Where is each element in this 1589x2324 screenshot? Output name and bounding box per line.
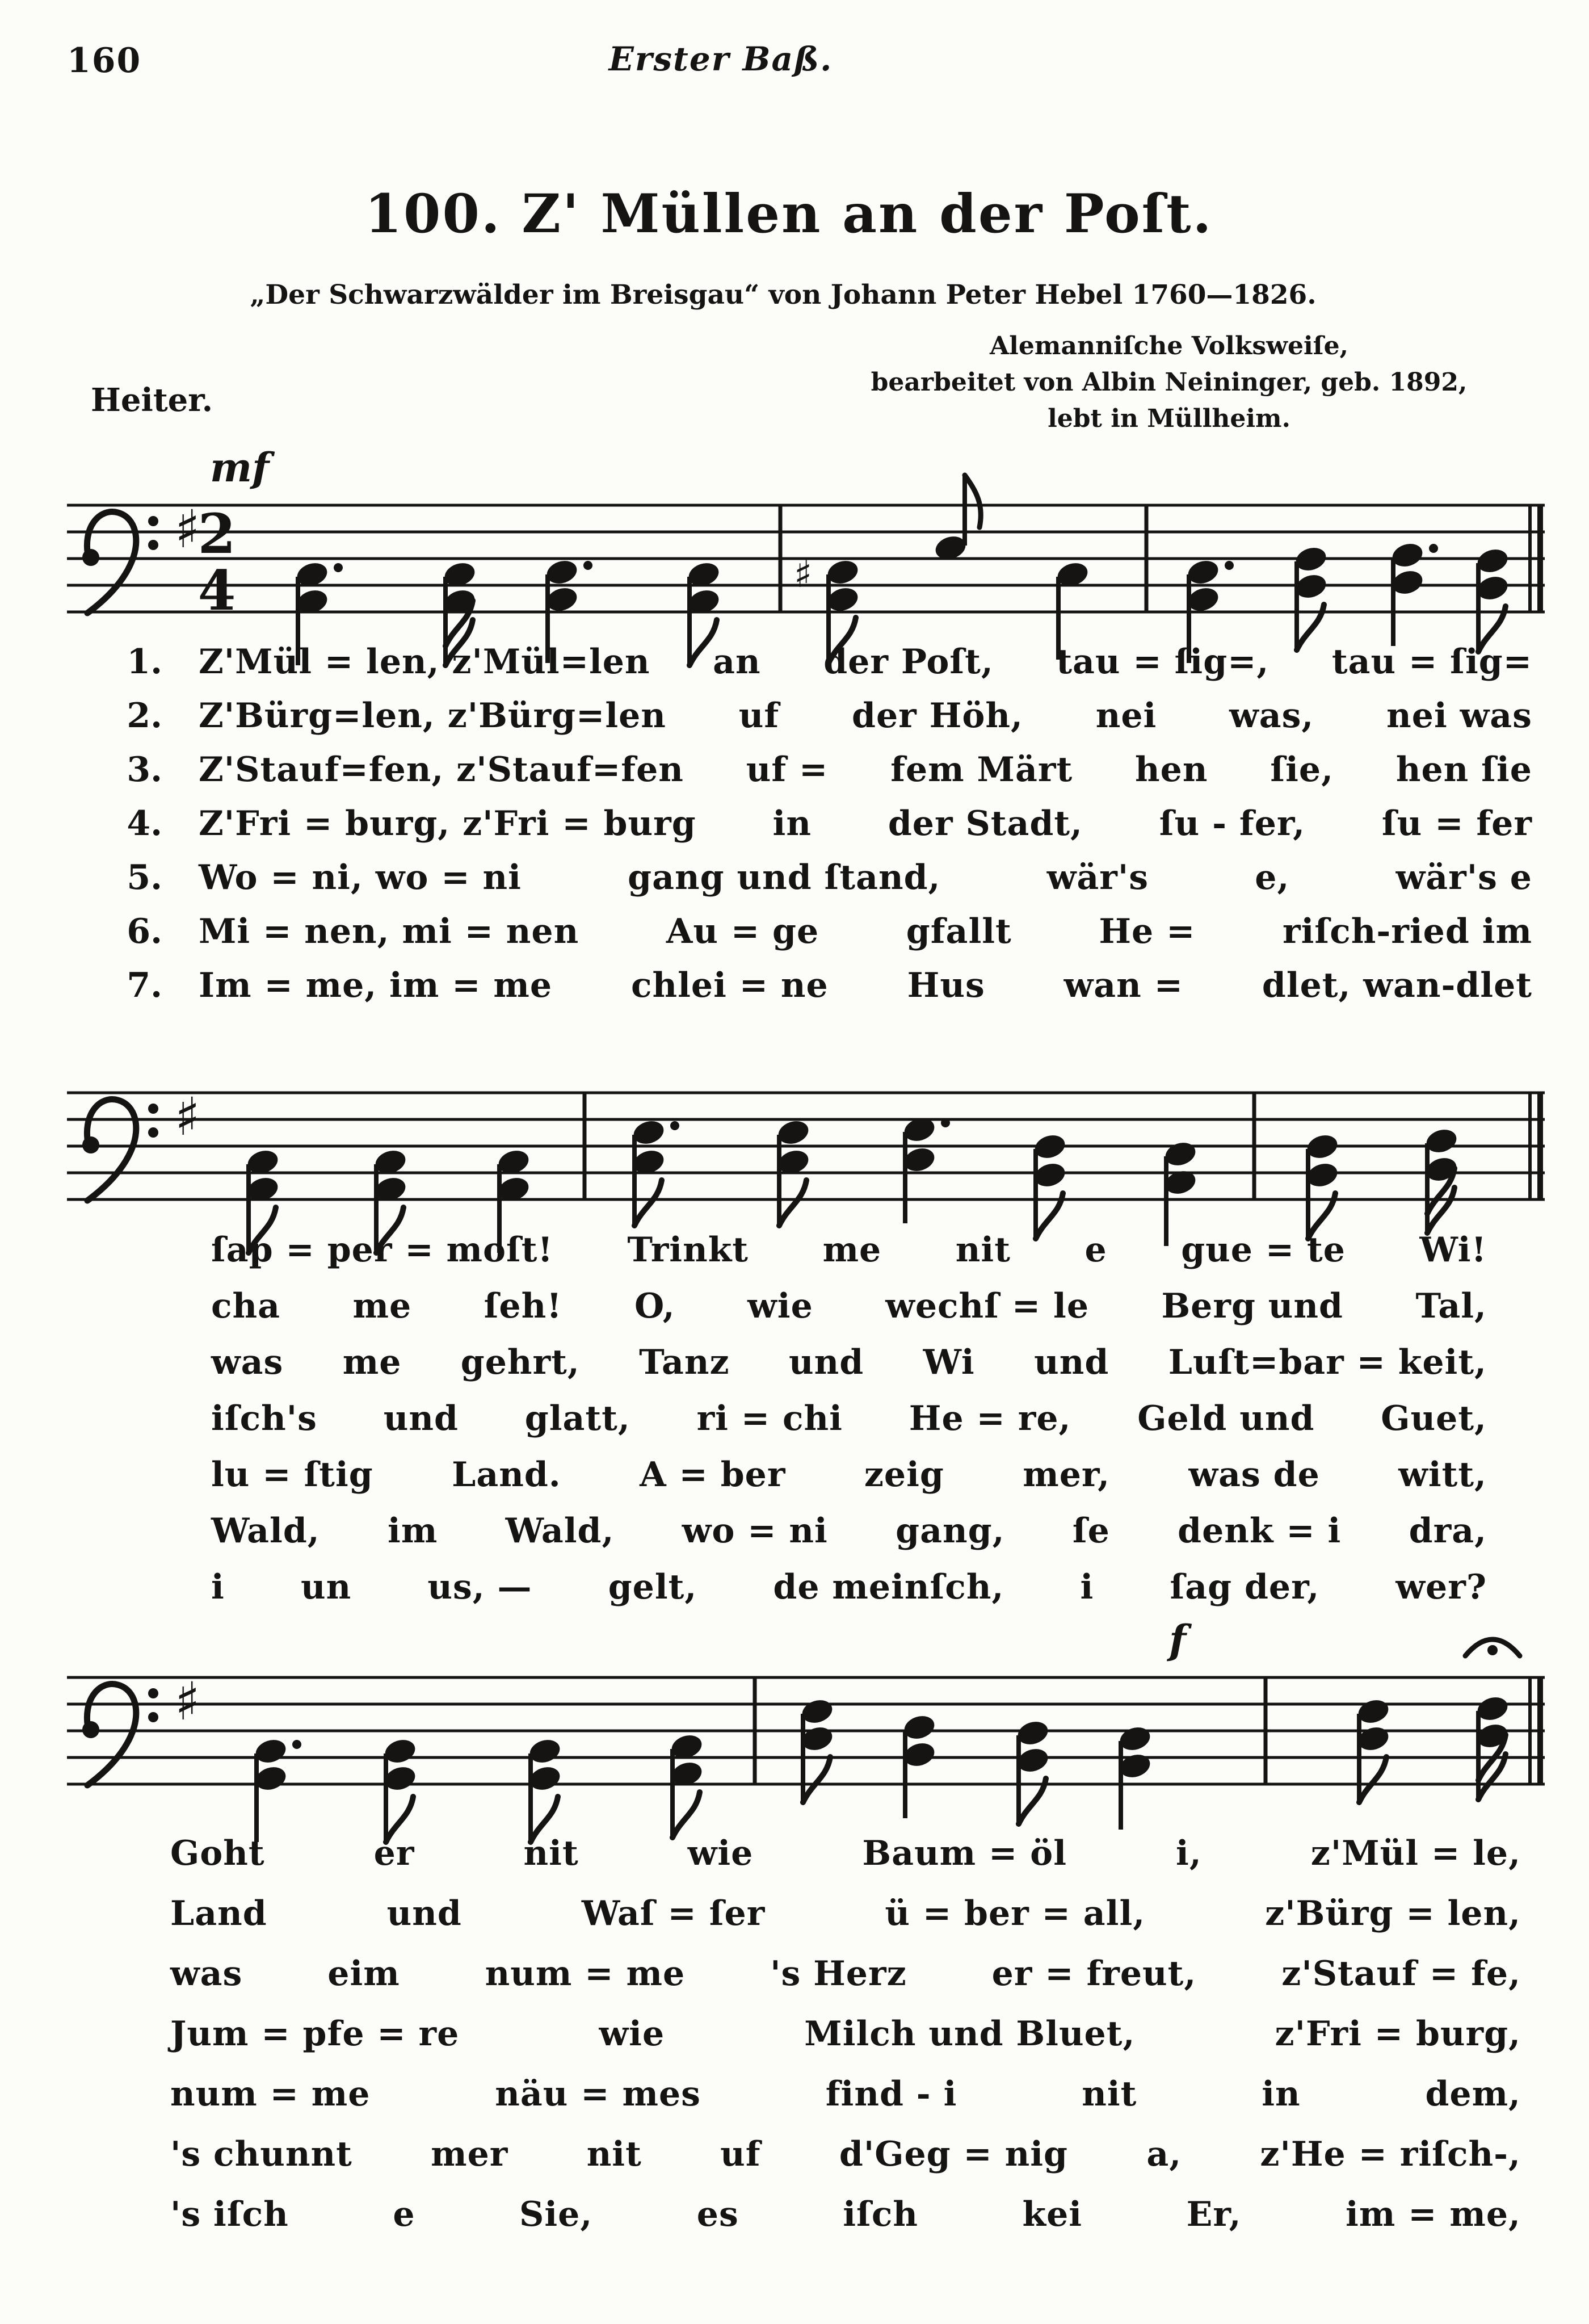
lyric-segment: wechſ = le [885, 1286, 1090, 1326]
arranger-credit [840, 328, 1498, 437]
lyric-segment: er [373, 1834, 415, 1873]
lyric-segment: us, — [427, 1567, 532, 1607]
bass-clef-icon [82, 1100, 158, 1201]
note-event [1117, 1724, 1153, 1830]
lyric-segment: Trinkt [627, 1230, 749, 1270]
key-signature-sharp-icon: ♯ [175, 1086, 200, 1147]
verse-line [68, 850, 1532, 904]
lyric-segment: wie [687, 1834, 754, 1873]
lyric-segment: mer [431, 2134, 508, 2174]
verse-line [68, 742, 1532, 796]
lyric-segment: wie [599, 2014, 665, 2054]
note-event [1423, 1126, 1459, 1233]
lyric-segment: uf [720, 2134, 761, 2174]
dynamic-marking: mf [210, 448, 270, 491]
verse-line [68, 904, 1532, 958]
lyric-segment: denk = i [1178, 1511, 1342, 1551]
lyric-segment: eim [327, 1954, 400, 1994]
verse-line [170, 1883, 1521, 1944]
verse-line [211, 1559, 1487, 1615]
lyric-segment: uf = [746, 749, 829, 790]
lyric-segment: ri = chi [696, 1398, 843, 1438]
verse-line [211, 1222, 1487, 1278]
lyric-segments [199, 642, 1532, 682]
verse-line [170, 1944, 1521, 2004]
lyric-segment: an [713, 641, 761, 682]
note-event [901, 1713, 937, 1818]
lyric-segment: im = me, [1346, 2195, 1521, 2234]
lyric-segment: nei was [1386, 695, 1532, 736]
lyric-segment: Luſt=bar = keit, [1168, 1342, 1487, 1382]
lyric-segment: er = freut, [991, 1954, 1197, 1994]
lyric-segment: un [300, 1567, 352, 1607]
note-event [1389, 540, 1438, 646]
lyric-segment: Land. [452, 1454, 561, 1495]
lyric-segment: Z'Mül = len, z'Mül=len [199, 641, 650, 682]
verse-line [170, 1823, 1521, 1883]
lyric-segments [170, 1834, 1521, 1873]
lyric-segment: me [342, 1342, 402, 1382]
lyric-segment: wer? [1395, 1567, 1487, 1607]
lyric-segment: wär's e [1395, 857, 1532, 897]
lyric-segment: und [1034, 1342, 1109, 1382]
lyric-segment: num = me [170, 2074, 371, 2114]
lyric-segment: tau = ſig= [1331, 641, 1532, 682]
lyric-segment: Geld und [1137, 1398, 1315, 1438]
lyric-segment: was, [1229, 695, 1314, 736]
lyric-segment: Wo = ni, wo = ni [199, 857, 522, 897]
lyric-segment: wie [747, 1286, 813, 1326]
running-header: Erster Baß. [608, 40, 833, 78]
lyric-segment: Jum = pfe = re [170, 2014, 460, 2054]
lyric-segment: Tanz [639, 1342, 730, 1382]
staff-lines [67, 1677, 1545, 1784]
verse-number: 2. [127, 695, 162, 736]
lyric-segments [170, 2014, 1521, 2054]
lyric-segments [170, 2195, 1521, 2234]
lyric-segment: wan = [1063, 965, 1183, 1005]
lyric-segment: O, [634, 1286, 675, 1326]
verse-line [170, 2184, 1521, 2245]
verse-line [211, 1446, 1487, 1503]
lyric-segment: z'Mül = le, [1310, 1834, 1521, 1873]
lyric-segment: Im = me, im = me [199, 965, 553, 1005]
lyric-segment: tau = ſig=, [1056, 641, 1269, 682]
verse-block-1 [68, 635, 1532, 1012]
lyric-segments [199, 966, 1532, 1005]
lyric-segment: i, [1176, 1834, 1202, 1873]
lyric-segment: nit [1082, 2074, 1137, 2114]
lyric-segment: und [386, 1894, 462, 1933]
lyric-segment: iſch [843, 2195, 919, 2234]
lyric-segment: ſe [1072, 1511, 1110, 1551]
lyric-segment: de meinſch, [773, 1567, 1004, 1607]
lyric-segment: kei [1022, 2195, 1083, 2234]
lyric-segment: me [822, 1230, 882, 1270]
lyric-segment: e [1084, 1230, 1107, 1270]
verse-line [170, 2064, 1521, 2124]
page-number: 160 [67, 41, 142, 81]
lyric-segment: nit [586, 2134, 642, 2174]
lyric-segment: gang, [896, 1511, 1005, 1551]
lyric-segment: gelt, [608, 1567, 697, 1607]
note-event [1015, 1718, 1050, 1824]
lyric-segments [211, 1455, 1487, 1495]
verse-line [211, 1278, 1487, 1334]
lyric-segment: z'Bürg = len, [1265, 1894, 1521, 1933]
lyric-segment: in [1262, 2074, 1301, 2114]
note-event [932, 475, 981, 563]
time-signature-numerator: 2 [197, 502, 236, 566]
lyric-segment: Z'Stauf=fen, z'Stauf=fen [199, 749, 684, 790]
lyric-segment: hen ſie [1395, 749, 1532, 790]
lyric-segments [199, 696, 1532, 736]
verse-number: 3. [127, 749, 162, 790]
lyric-segments [170, 2134, 1521, 2174]
lyric-segment: Z'Fri = burg, z'Fri = burg [199, 803, 696, 844]
lyric-segment: d'Geg = nig [839, 2134, 1068, 2174]
lyric-segment: e [393, 2195, 415, 2234]
verse-line [211, 1334, 1487, 1390]
lyric-segment: Z'Bürg=len, z'Bürg=len [199, 695, 666, 736]
verse-block-2 [211, 1222, 1487, 1615]
lyric-segment: Guet, [1381, 1398, 1487, 1438]
bass-clef-icon [82, 1684, 158, 1785]
credit-line-1: Alemanniſche Volksweiſe, [990, 332, 1348, 360]
credit-line-3: lebt in Müllheim. [1048, 404, 1290, 433]
lyric-segment: a, [1146, 2134, 1182, 2174]
lyric-segment: A = ber [640, 1454, 786, 1495]
lyric-segments [211, 1343, 1487, 1382]
lyric-segments [170, 1894, 1521, 1933]
lyric-segments [211, 1399, 1487, 1438]
verse-line [170, 2124, 1521, 2184]
verse-number: 5. [127, 857, 162, 897]
lyric-segment: im [388, 1511, 438, 1551]
lyric-segment: Wald, [211, 1511, 320, 1551]
lyric-segment: näu = mes [495, 2074, 701, 2114]
dynamic-marking: f [1169, 1621, 1187, 1663]
lyric-segment: gfallt [906, 911, 1012, 951]
lyric-segment: Wi [923, 1342, 975, 1382]
lyric-segment: riſch-ried im [1283, 911, 1532, 951]
lyric-segment: ü = ber = all, [885, 1894, 1146, 1933]
lyric-segments [199, 912, 1532, 951]
lyric-segment: der Stadt, [888, 803, 1083, 844]
lyric-segment: z'Fri = burg, [1275, 2014, 1521, 2054]
lyric-segment: ſeh! [484, 1286, 562, 1326]
lyric-segment: nit [955, 1230, 1011, 1270]
lyric-segment: z'Stauf = fe, [1281, 1954, 1521, 1994]
lyric-segment: Goht [170, 1834, 265, 1873]
lyric-segment: num = me [485, 1954, 686, 1994]
lyric-segment: ſap = per = moſt! [211, 1230, 553, 1270]
lyric-segment: was [211, 1342, 284, 1382]
lyric-segment: He = [1099, 911, 1196, 951]
lyric-segment: nei [1095, 695, 1157, 736]
song-subtitle: „Der Schwarzwälder im Breisgau“ von Johann Peter Hebel 1760—1826. [250, 279, 1317, 311]
lyric-segment: e, [1255, 857, 1290, 897]
lyric-segment: was [170, 1954, 243, 1994]
verse-line [68, 689, 1532, 742]
note-event [799, 1697, 835, 1802]
lyric-segment: z'He = riſch-, [1260, 2134, 1521, 2174]
lyric-segment: dlet, wan-dlet [1262, 965, 1532, 1005]
lyric-segment: 's Herz [770, 1954, 907, 1994]
lyric-segments [211, 1230, 1487, 1270]
lyric-segment: witt, [1398, 1454, 1487, 1495]
lyric-segment: Baum = öl [862, 1834, 1067, 1873]
verse-number: 6. [127, 911, 162, 951]
lyric-segment: dra, [1409, 1511, 1487, 1551]
note-event [1355, 1697, 1391, 1802]
lyric-segment: Milch und Bluet, [804, 2014, 1136, 2054]
note-event [901, 1115, 950, 1223]
fermata-icon [1465, 1639, 1520, 1656]
lyric-segment: Wald, [505, 1511, 615, 1551]
verse-number: 7. [127, 965, 162, 1005]
lyric-segment: me [352, 1286, 412, 1326]
lyric-segment: ſu = fer [1381, 803, 1532, 844]
lyric-segment: und [383, 1398, 459, 1438]
lyric-segment: Wi! [1419, 1230, 1487, 1270]
lyric-segment: gehrt, [460, 1342, 580, 1382]
lyric-segments [170, 1954, 1521, 1994]
lyric-segment: Mi = nen, mi = nen [199, 911, 579, 951]
tempo-marking: Heiter. [91, 381, 213, 419]
lyric-segment: dem, [1425, 2074, 1521, 2114]
lyric-segments [211, 1511, 1487, 1551]
verse-line [211, 1503, 1487, 1559]
lyric-segment: uf [738, 695, 780, 736]
lyric-segment: wo = ni [682, 1511, 828, 1551]
lyric-segment: Au = ge [666, 911, 819, 951]
lyric-segment: Land [170, 1894, 267, 1933]
lyric-segment: und [789, 1342, 864, 1382]
verse-line [68, 958, 1532, 1012]
lyric-segments [211, 1286, 1487, 1326]
lyric-segments [170, 2074, 1521, 2114]
lyric-segment: Tal, [1415, 1286, 1487, 1326]
lyric-segment: in [772, 803, 812, 844]
lyric-segment: Waſ = ſer [581, 1894, 766, 1933]
lyric-segment: ſag der, [1170, 1567, 1320, 1607]
bass-clef-icon [82, 512, 158, 613]
lyric-segment: fem Märt [890, 749, 1073, 790]
time-signature-denominator: 4 [197, 559, 236, 623]
lyric-segment: iſch's [211, 1398, 317, 1438]
lyric-segment: ſie, [1270, 749, 1334, 790]
notes [253, 1694, 1510, 1842]
lyric-segment: was de [1188, 1454, 1320, 1495]
lyric-segment: lu = ſtig [211, 1454, 373, 1495]
lyric-segment: 's chunnt [170, 2134, 352, 2174]
lyric-segment: zeig [864, 1454, 944, 1495]
lyric-segment: Er, [1186, 2195, 1242, 2234]
lyric-segment: es [696, 2195, 739, 2234]
verse-number: 1. [127, 641, 162, 682]
accidental-sharp-icon: ♯ [794, 552, 812, 596]
lyric-segment: Hus [907, 965, 985, 1005]
verse-number: 4. [127, 803, 162, 844]
lyric-segment: i [211, 1567, 225, 1607]
verse-line [68, 796, 1532, 850]
lyric-segment: chlei = ne [630, 965, 829, 1005]
lyric-segment: ſu - fer, [1159, 803, 1306, 844]
lyric-segment: He = re, [909, 1398, 1071, 1438]
lyric-segment: 's iſch [170, 2195, 289, 2234]
lyric-segments [199, 804, 1532, 844]
verse-line [211, 1390, 1487, 1446]
verse-line [170, 2004, 1521, 2064]
lyric-segment: gue = te [1181, 1230, 1346, 1270]
lyric-segments [211, 1567, 1487, 1607]
credit-line-2: bearbeitet von Albin Neininger, geb. 1892, [871, 368, 1468, 397]
lyric-segment: der Poſt, [823, 641, 994, 682]
key-signature-sharp-icon: ♯ [175, 1671, 200, 1732]
lyric-segment: find - i [825, 2074, 957, 2114]
lyric-segment: nit [523, 1834, 579, 1873]
lyric-segment: glatt, [524, 1398, 630, 1438]
lyric-segment: der Höh, [852, 695, 1023, 736]
key-signature-sharp-icon: ♯ [175, 498, 200, 560]
lyric-segment: hen [1135, 749, 1208, 790]
lyric-segment: gang und ſtand, [628, 857, 941, 897]
lyric-segments [199, 750, 1532, 790]
lyric-segment: Berg und [1161, 1286, 1344, 1326]
lyric-segment: i [1080, 1567, 1094, 1607]
song-title: 100. Z' Müllen an der Poſt. [364, 183, 1213, 245]
lyric-segments [199, 858, 1532, 897]
lyric-segment: Sie, [519, 2195, 593, 2234]
lyric-segment: mer, [1023, 1454, 1111, 1495]
lyric-segment: wär's [1046, 857, 1149, 897]
verse-line [68, 635, 1532, 689]
lyric-segment: cha [211, 1286, 281, 1326]
verse-block-3 [170, 1823, 1521, 2245]
